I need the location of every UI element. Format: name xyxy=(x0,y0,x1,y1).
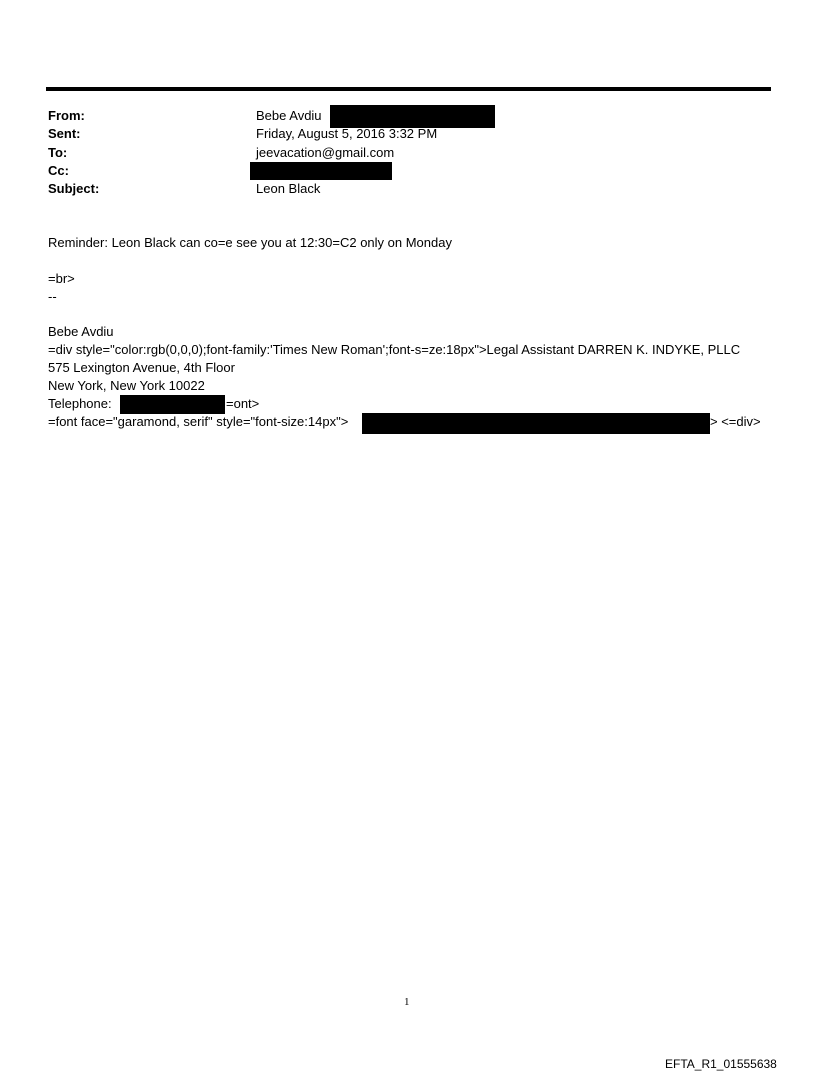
cc-redaction xyxy=(250,162,392,180)
signature-name: Bebe Avdiu xyxy=(48,324,114,339)
from-value: Bebe Avdiu xyxy=(256,108,322,123)
to-value: jeevacation@gmail.com xyxy=(256,145,395,160)
signature-title: =div style="color:rgb(0,0,0);font-family:'Times New Roman';font-s=ze:18px">Legal Assistant DARREN K. INDYKE, PLLC xyxy=(48,342,741,357)
phone-redaction xyxy=(120,395,225,414)
signature-redaction xyxy=(362,413,710,434)
header-divider xyxy=(46,87,771,91)
signature-address: New York, New York 10022 xyxy=(48,378,205,393)
to-label: To: xyxy=(48,145,68,160)
page-number: 1 xyxy=(404,996,410,1008)
from-label: From: xyxy=(48,108,85,123)
message-line: =br> xyxy=(48,271,75,286)
message-line: -- xyxy=(48,289,57,304)
subject-label: Subject: xyxy=(48,181,100,196)
message-line: Reminder: Leon Black can co=e see you at 12:30=C2 only on Monday xyxy=(48,235,452,250)
signature-font-suffix: > <=div> xyxy=(710,414,761,429)
document-id: EFTA_R1_01555638 xyxy=(665,1057,777,1071)
signature-phone-suffix: =ont> xyxy=(226,396,260,411)
sent-label: Sent: xyxy=(48,126,81,141)
signature-font-line: =font face="garamond, serif" style="font-size:14px"> xyxy=(48,414,349,429)
signature-address: 575 Lexington Avenue, 4th Floor xyxy=(48,360,235,375)
cc-label: Cc: xyxy=(48,163,69,178)
subject-value: Leon Black xyxy=(256,181,321,196)
signature-phone-label: Telephone: xyxy=(48,396,112,411)
sent-value: Friday, August 5, 2016 3:32 PM xyxy=(256,126,438,141)
